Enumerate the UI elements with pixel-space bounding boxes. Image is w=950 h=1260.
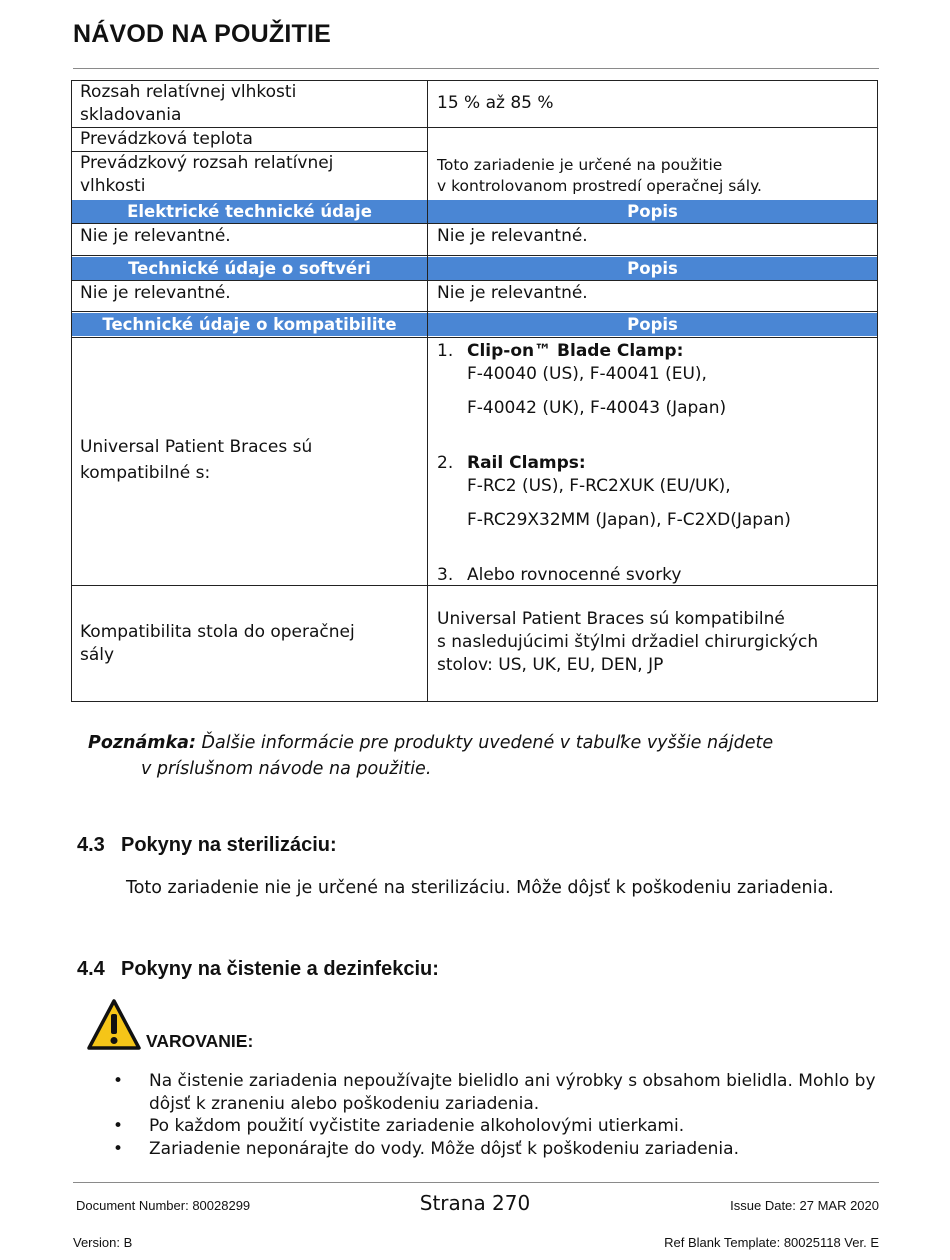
bullet-text: Zariadenie neponárajte do vody. Môže dôjsť k poškodeniu zariadenia. xyxy=(149,1138,739,1159)
list-item xyxy=(113,1138,888,1161)
text-line: sály xyxy=(80,644,115,665)
page-title: NÁVOD NA POUŽITIE xyxy=(73,20,332,48)
text-line: stolov: US, UK, EU, DEN, JP xyxy=(437,655,664,675)
section-heading-sterilization xyxy=(77,834,337,857)
sterilization-text: Toto zariadenie nie je určené na sterilizáciu. Môže dôjsť k poškodeniu zariadenia. xyxy=(126,878,834,898)
electrical-header-right: Popis xyxy=(428,200,877,223)
document-number: Document Number: 80028299 xyxy=(76,1198,251,1213)
value-line: Toto zariadenie je určené na použitie xyxy=(437,155,723,174)
section-number: 4.3 xyxy=(77,834,105,856)
table-border-right xyxy=(877,80,878,702)
software-left-value: Nie je relevantné. xyxy=(80,283,231,303)
section-title: Pokyny na čistenie a dezinfekciu: xyxy=(121,958,439,980)
list-item-line: F-RC29X32MM (Japan), F-C2XD(Japan) xyxy=(467,510,791,530)
software-right-value: Nie je relevantné. xyxy=(437,283,588,303)
value-text: 15 % až 85 % xyxy=(437,93,554,113)
label-line: skladovania xyxy=(80,105,182,125)
bullet-text: Na čistenie zariadenia nepoužívajte bielidlo ani výrobky s obsahom bielidla. Mohlo by dôjsť k zraneniu alebo poškodeniu zariadenia. xyxy=(149,1071,876,1114)
compatibility-header-right: Popis xyxy=(428,313,877,336)
list-item xyxy=(113,1070,888,1115)
storage-humidity-value xyxy=(428,80,877,127)
label-line: vlhkosti xyxy=(80,176,146,196)
text-line: Kompatibilita stola do operačnej xyxy=(80,621,355,642)
text-line: s nasledujúcimi štýlmi držadiel chirurgických xyxy=(437,632,819,652)
table-compatibility-value xyxy=(428,608,877,677)
bullet-text: Po každom použití vyčistite zariadenie alkoholovými utierkami. xyxy=(149,1116,685,1136)
software-header-left: Technické údaje o softvéri xyxy=(72,257,427,280)
template-reference: Ref Blank Template: 80025118 Ver. E xyxy=(664,1235,879,1250)
bullet-dot: • xyxy=(113,1116,124,1136)
text-line: Universal Patient Braces sú kompatibilné xyxy=(437,609,785,629)
table-row-divider xyxy=(71,223,878,224)
operating-humidity-label xyxy=(71,152,427,198)
issue-date: Issue Date: 27 MAR 2020 xyxy=(730,1198,879,1213)
bullet-dot: • xyxy=(113,1071,124,1091)
footer-divider xyxy=(73,1182,879,1183)
table-row-divider xyxy=(71,255,878,256)
warning-label: VAROVANIE: xyxy=(146,1031,254,1051)
list-item xyxy=(113,1115,888,1138)
compatibility-header-left: Technické údaje o kompatibilite xyxy=(72,313,427,336)
list-item-title: Rail Clamps: xyxy=(467,453,586,473)
section-title: Pokyny na sterilizáciu: xyxy=(121,834,337,856)
list-item-line: F-40040 (US), F-40041 (EU), xyxy=(467,364,707,384)
list-item-line: F-RC2 (US), F-RC2XUK (EU/UK), xyxy=(467,476,731,496)
label-line: Prevádzkový rozsah relatívnej xyxy=(80,153,334,173)
operating-temp-label: Prevádzková teplota xyxy=(80,129,253,149)
text-line: kompatibilné s: xyxy=(80,463,211,483)
specifications-table xyxy=(71,80,878,702)
list-number: 3. xyxy=(437,565,454,585)
note-text: v príslušnom návode na použitie. xyxy=(141,759,432,779)
list-number: 2. xyxy=(437,453,454,473)
title-divider xyxy=(73,68,879,69)
warning-list xyxy=(113,1070,888,1160)
compatibility-list xyxy=(428,338,877,585)
electrical-right-value: Nie je relevantné. xyxy=(437,226,588,246)
text-line: Universal Patient Braces sú xyxy=(80,437,313,457)
table-border-bottom xyxy=(71,701,878,702)
storage-humidity-label xyxy=(71,81,427,127)
note-text: Ďalšie informácie pre produkty uvedené v tabuľke vyššie nájdete xyxy=(195,733,774,753)
section-heading-cleaning xyxy=(77,958,439,981)
value-line: v kontrolovanom prostredí operačnej sály. xyxy=(437,176,762,195)
table-row-divider xyxy=(71,311,878,312)
compatibility-left-text xyxy=(71,434,427,486)
label-line: Rozsah relatívnej vlhkosti xyxy=(80,82,297,102)
list-item-title: Clip-on™ Blade Clamp: xyxy=(467,341,684,361)
table-row-divider xyxy=(71,280,878,281)
section-number: 4.4 xyxy=(77,958,105,980)
list-item-line: F-40042 (UK), F-40043 (Japan) xyxy=(467,398,727,418)
warning-triangle-icon xyxy=(86,998,142,1052)
electrical-header-left: Elektrické technické údaje xyxy=(72,200,427,223)
table-compatibility-label xyxy=(71,586,427,701)
version: Version: B xyxy=(73,1235,133,1250)
list-number: 1. xyxy=(437,341,454,361)
bullet-dot: • xyxy=(113,1138,124,1159)
page-number: Strana 270 xyxy=(419,1191,531,1215)
note-label: Poznámka: xyxy=(88,733,196,753)
note xyxy=(88,730,773,782)
list-item-title: Alebo rovnocenné svorky xyxy=(467,565,682,585)
software-header-right: Popis xyxy=(428,257,877,280)
electrical-left-value: Nie je relevantné. xyxy=(80,226,231,246)
